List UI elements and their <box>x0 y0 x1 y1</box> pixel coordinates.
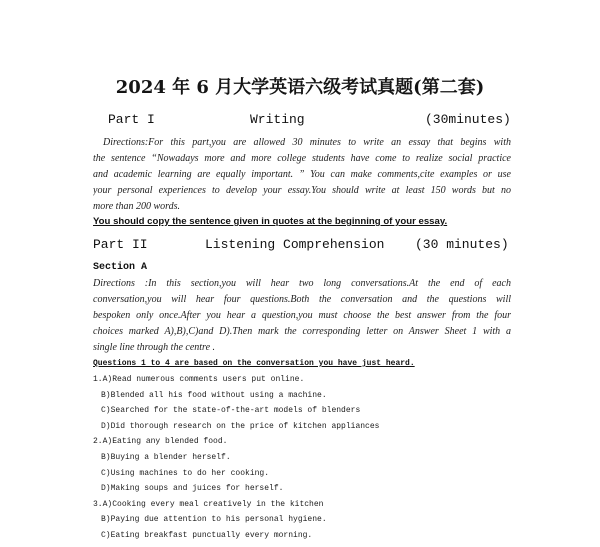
question-options-list <box>93 372 379 544</box>
directions-line: choices marked A),B),C)and D).Then mark the corresponding letter on Answer Sheet 1 with a <box>93 326 511 337</box>
directions-line: the sentence “Nowadays more and more college students have come to realize social practice <box>93 153 511 164</box>
directions-line: single line through the centre . <box>93 342 216 353</box>
part-2-label: Part II <box>93 237 148 252</box>
part-2-name: Listening Comprehension <box>205 237 385 252</box>
question-3-option-b: B)Paying due attention to his personal hygiene. <box>101 515 327 525</box>
section-a-heading: Section A <box>93 262 148 273</box>
option-text: A)Eating any blended food. <box>102 437 228 447</box>
question-3-option-a <box>93 497 379 513</box>
directions-line: more than 200 words. <box>93 201 181 212</box>
part-1-directions <box>93 135 511 215</box>
question-2-option-b: B)Buying a blender herself. <box>101 452 231 462</box>
copy-sentence-note: You should copy the sentence given in quotes at the beginning of your essay. <box>93 216 448 227</box>
directions-line: bespoken only once.After you hear a question,you must choose the best answer from the four <box>93 310 511 321</box>
option-text: A)Cooking every meal creatively in the kitchen <box>102 499 324 509</box>
part-2-time: (30 minutes) <box>415 237 509 252</box>
part-2-directions <box>93 276 511 356</box>
question-1-option-c: C)Searched for the state-of-the-art models of blenders <box>101 406 361 416</box>
option-text: A)Read numerous comments users put online. <box>102 375 305 384</box>
directions-line: Directions :In this section,you will hear two long conversations.At the end of each <box>93 278 511 289</box>
directions-line: conversation,you will hear four questions.Both the conversation and the questions will <box>93 294 511 305</box>
part-1-label: Part I <box>108 112 155 127</box>
question-number: 3. <box>93 499 103 509</box>
question-2-option-c: C)Using machines to do her cooking. <box>101 468 270 478</box>
question-number: 1. <box>93 375 103 384</box>
part-1-heading <box>0 111 600 129</box>
question-1-option-a <box>93 372 379 388</box>
question-1-option-b: B)Blended all his food without using a machine. <box>101 390 327 400</box>
question-1-option-d: D)Did thorough research on the price of kitchen appliances <box>101 421 380 431</box>
question-3-option-c: C)Eating breakfast punctually every morning. <box>101 530 313 540</box>
page-title: 2024 年 6 月大学英语六级考试真题(第二套) <box>115 77 485 98</box>
question-2-option-a <box>93 434 379 450</box>
directions-line: and academic learning are equally important. ” You can make comments,cite examples or use <box>93 169 511 180</box>
questions-header: Questions 1 to 4 are based on the conversation you have just heard. <box>93 359 415 368</box>
question-number: 2. <box>93 437 103 447</box>
part-1-time: (30minutes) <box>425 112 511 127</box>
directions-line: your personal experiences to develop your essay.You should write at least 150 words but no <box>93 185 511 196</box>
part-1-name: Writing <box>250 112 305 127</box>
question-2-option-d: D)Making soups and juices for herself. <box>101 484 284 494</box>
part-2-heading <box>0 236 600 254</box>
directions-line: Directions:For this part,you are allowed 30 minutes to write an essay that begins with <box>103 137 511 148</box>
